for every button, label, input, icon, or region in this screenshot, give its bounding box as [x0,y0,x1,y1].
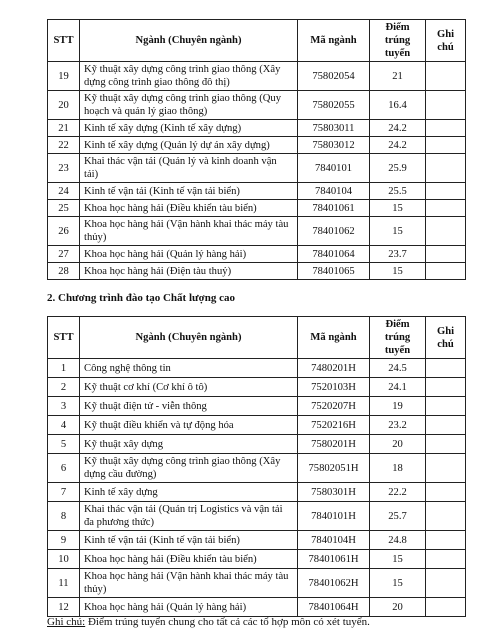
code-cell: 75802055 [298,91,370,120]
table-row [48,416,466,435]
table-row [48,217,466,246]
header-score: Điểm trúng tuyển [370,317,426,359]
code-cell: 78401061H [298,550,370,569]
note-cell [426,137,466,154]
score-cell: 21 [370,62,426,91]
note-cell [426,569,466,598]
major-cell: Khoa học hàng hải (Quản lý hàng hải) [80,246,298,263]
score-cell: 25.9 [370,154,426,183]
footnote-label: Ghi chú: [47,616,86,628]
code-cell: 78401062H [298,569,370,598]
table-row [48,183,466,200]
stt-cell: 25 [48,200,80,217]
footnote [47,616,370,628]
footnote-text: Điểm trúng tuyển chung cho tất cả các tổ hợp môn có xét tuyển. [85,616,370,628]
major-cell: Khoa học hàng hải (Vận hành khai thác máy tàu thủy) [80,217,298,246]
score-cell: 22.2 [370,483,426,502]
major-cell: Kinh tế vận tải (Kinh tế vận tải biển) [80,183,298,200]
table-row [48,502,466,531]
stt-cell: 22 [48,137,80,154]
score-cell: 15 [370,217,426,246]
note-cell [426,378,466,397]
code-cell: 78401064H [298,598,370,617]
major-cell: Kinh tế vận tải (Kinh tế vận tải biển) [80,531,298,550]
major-cell: Khai thác vận tải (Quản lý và kinh doanh vận tải) [80,154,298,183]
score-cell: 23.7 [370,246,426,263]
table-row [48,359,466,378]
note-cell [426,397,466,416]
note-cell [426,550,466,569]
score-cell: 25.7 [370,502,426,531]
major-cell: Khoa học hàng hải (Quản lý hàng hải) [80,598,298,617]
code-cell: 75803011 [298,120,370,137]
code-cell: 7520207H [298,397,370,416]
major-cell: Kỹ thuật điều khiển và tự động hóa [80,416,298,435]
section-title: 2. Chương trình đào tạo Chất lượng cao [47,292,235,304]
note-cell [426,154,466,183]
header-stt: STT [48,20,80,62]
score-cell: 24.5 [370,359,426,378]
table-row [48,435,466,454]
stt-cell: 20 [48,91,80,120]
table-row [48,200,466,217]
table-row [48,569,466,598]
table-row [48,550,466,569]
code-cell: 7580201H [298,435,370,454]
major-cell: Kỹ thuật xây dựng công trình giao thông (Xây dựng cầu đường) [80,454,298,483]
major-cell: Kinh tế xây dựng [80,483,298,502]
header-stt: STT [48,317,80,359]
table-row [48,62,466,91]
table-row [48,454,466,483]
note-cell [426,502,466,531]
code-cell: 7580301H [298,483,370,502]
note-cell [426,359,466,378]
score-cell: 25.5 [370,183,426,200]
header-note: Ghi chú [426,317,466,359]
note-cell [426,454,466,483]
header-major: Ngành (Chuyên ngành) [80,317,298,359]
table-row [48,397,466,416]
code-cell: 7840104H [298,531,370,550]
score-cell: 15 [370,550,426,569]
major-cell: Kỹ thuật xây dựng công trình giao thông (Xây dựng công trình giao thông đô thị) [80,62,298,91]
code-cell: 78401064 [298,246,370,263]
table-row [48,120,466,137]
score-cell: 19 [370,397,426,416]
major-cell: Khoa học hàng hải (Điện tàu thuỷ) [80,263,298,280]
note-cell [426,246,466,263]
score-cell: 24.2 [370,120,426,137]
stt-cell: 27 [48,246,80,263]
code-cell: 78401065 [298,263,370,280]
code-cell: 78401062 [298,217,370,246]
admission-table-2 [47,316,466,617]
header-note: Ghi chú [426,20,466,62]
code-cell: 7840101H [298,502,370,531]
stt-cell: 9 [48,531,80,550]
score-cell: 24.8 [370,531,426,550]
table1-header-row [48,20,466,62]
table-row [48,598,466,617]
table-row [48,378,466,397]
stt-cell: 19 [48,62,80,91]
major-cell: Kỹ thuật xây dựng công trình giao thông (Quy hoạch và quản lý giao thông) [80,91,298,120]
table-row [48,531,466,550]
score-cell: 15 [370,569,426,598]
code-cell: 75803012 [298,137,370,154]
note-cell [426,483,466,502]
stt-cell: 24 [48,183,80,200]
note-cell [426,200,466,217]
note-cell [426,598,466,617]
code-cell: 75802051H [298,454,370,483]
stt-cell: 12 [48,598,80,617]
note-cell [426,120,466,137]
major-cell: Khai thác vận tải (Quản trị Logistics và vận tải đa phương thức) [80,502,298,531]
major-cell: Công nghệ thông tin [80,359,298,378]
note-cell [426,435,466,454]
code-cell: 7840104 [298,183,370,200]
table-row [48,91,466,120]
header-major: Ngành (Chuyên ngành) [80,20,298,62]
stt-cell: 4 [48,416,80,435]
note-cell [426,531,466,550]
stt-cell: 1 [48,359,80,378]
header-code: Mã ngành [298,317,370,359]
score-cell: 20 [370,435,426,454]
table-row [48,246,466,263]
note-cell [426,62,466,91]
stt-cell: 23 [48,154,80,183]
score-cell: 16.4 [370,91,426,120]
stt-cell: 28 [48,263,80,280]
code-cell: 78401061 [298,200,370,217]
stt-cell: 21 [48,120,80,137]
score-cell: 20 [370,598,426,617]
stt-cell: 6 [48,454,80,483]
note-cell [426,217,466,246]
score-cell: 23.2 [370,416,426,435]
stt-cell: 10 [48,550,80,569]
stt-cell: 7 [48,483,80,502]
stt-cell: 5 [48,435,80,454]
score-cell: 15 [370,200,426,217]
code-cell: 7480201H [298,359,370,378]
stt-cell: 3 [48,397,80,416]
admission-table-1 [47,19,466,280]
note-cell [426,263,466,280]
code-cell: 7520103H [298,378,370,397]
major-cell: Khoa học hàng hải (Điều khiển tàu biển) [80,550,298,569]
note-cell [426,183,466,200]
table-row [48,154,466,183]
major-cell: Kỹ thuật điện tử - viễn thông [80,397,298,416]
table-row [48,137,466,154]
stt-cell: 8 [48,502,80,531]
major-cell: Kinh tế xây dựng (Quản lý dự án xây dựng) [80,137,298,154]
major-cell: Kỹ thuật cơ khí (Cơ khí ô tô) [80,378,298,397]
score-cell: 24.2 [370,137,426,154]
stt-cell: 26 [48,217,80,246]
stt-cell: 2 [48,378,80,397]
note-cell [426,416,466,435]
header-score: Điểm trúng tuyển [370,20,426,62]
table-row [48,263,466,280]
table2-header-row [48,317,466,359]
stt-cell: 11 [48,569,80,598]
major-cell: Kinh tế xây dựng (Kinh tế xây dựng) [80,120,298,137]
header-code: Mã ngành [298,20,370,62]
score-cell: 15 [370,263,426,280]
table-row [48,483,466,502]
major-cell: Khoa học hàng hải (Điều khiển tàu biển) [80,200,298,217]
major-cell: Khoa học hàng hải (Vận hành khai thác máy tàu thủy) [80,569,298,598]
code-cell: 75802054 [298,62,370,91]
code-cell: 7840101 [298,154,370,183]
score-cell: 18 [370,454,426,483]
major-cell: Kỹ thuật xây dựng [80,435,298,454]
score-cell: 24.1 [370,378,426,397]
note-cell [426,91,466,120]
code-cell: 7520216H [298,416,370,435]
